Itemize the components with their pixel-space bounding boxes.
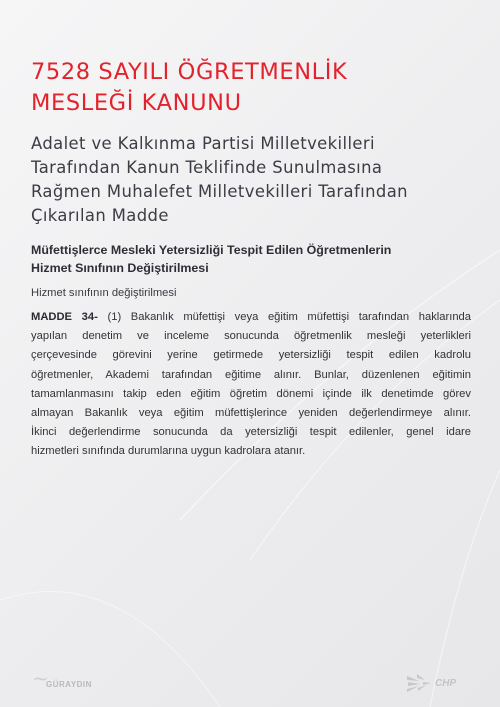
article-line: tamamlanmasını takip eden eğitim öğretim dönemi içinde ilk denetimde görev (31, 387, 471, 400)
document-subtitle (31, 132, 476, 228)
six-arrows-icon (405, 672, 433, 694)
title-line-1: 7528 SAYILI ÖĞRETMENLİK (31, 59, 348, 85)
article-label: MADDE 34- (31, 311, 98, 323)
article-body (31, 308, 471, 462)
section-heading (31, 241, 476, 277)
signature-mark: ~ (32, 666, 49, 690)
title-line-2: MESLEĞİ KANUNU (31, 90, 242, 116)
subtitle-line-3: Rağmen Muhalefet Milletvekilleri Tarafından (31, 182, 408, 201)
section-heading-line-1: Müfettişlerce Mesleki Yetersizliği Tespit Edilen Öğretmenlerin (31, 243, 392, 257)
subtitle-line-2: Tarafından Kanun Teklifinde Sunulmasına (31, 158, 383, 177)
article-line: hizmetleri sınıfında durumlarına uygun kadrolara atanır. (31, 445, 306, 458)
subtitle-line-1: Adalet ve Kalkınma Partisi Milletvekilleri (31, 134, 375, 153)
article-line-text: (1) Bakanlık müfettişi veya eğitim müfettişi tarafından haklarında (97, 311, 472, 323)
chp-logo-text: CHP (435, 678, 457, 689)
document-title (31, 57, 471, 119)
footer-name: GÜRAYDIN (46, 680, 92, 689)
article-line: yapılan denetim ve inceleme sonucunda öğretmenlik mesleği yeterlikleri (31, 330, 471, 343)
footer-party-logo (405, 672, 475, 696)
article-line: İkinci değerlendirme sonucunda da yetersizliği tespit edilenler, genel idare (31, 426, 471, 439)
article-line: almayan Bakanlık veya eğitim müfettişlerince yeniden değerlendirmeye alınır. (31, 407, 471, 420)
section-heading-line-2: Hizmet Sınıfının Değiştirilmesi (31, 261, 209, 275)
subtitle-line-4: Çıkarılan Madde (31, 206, 169, 225)
article-caption: Hizmet sınıfının değiştirilmesi (31, 287, 177, 299)
article-line: çerçevesinde görevini yerine getirmede yetersizliği tespit edilen kadrolu (31, 349, 471, 362)
article-line (31, 308, 471, 327)
article-line: öğretmenler, Akademi tarafından eğitime alınır. Bunlar, düzenlenen eğitimin (31, 368, 471, 381)
footer-signature-logo (14, 666, 124, 700)
